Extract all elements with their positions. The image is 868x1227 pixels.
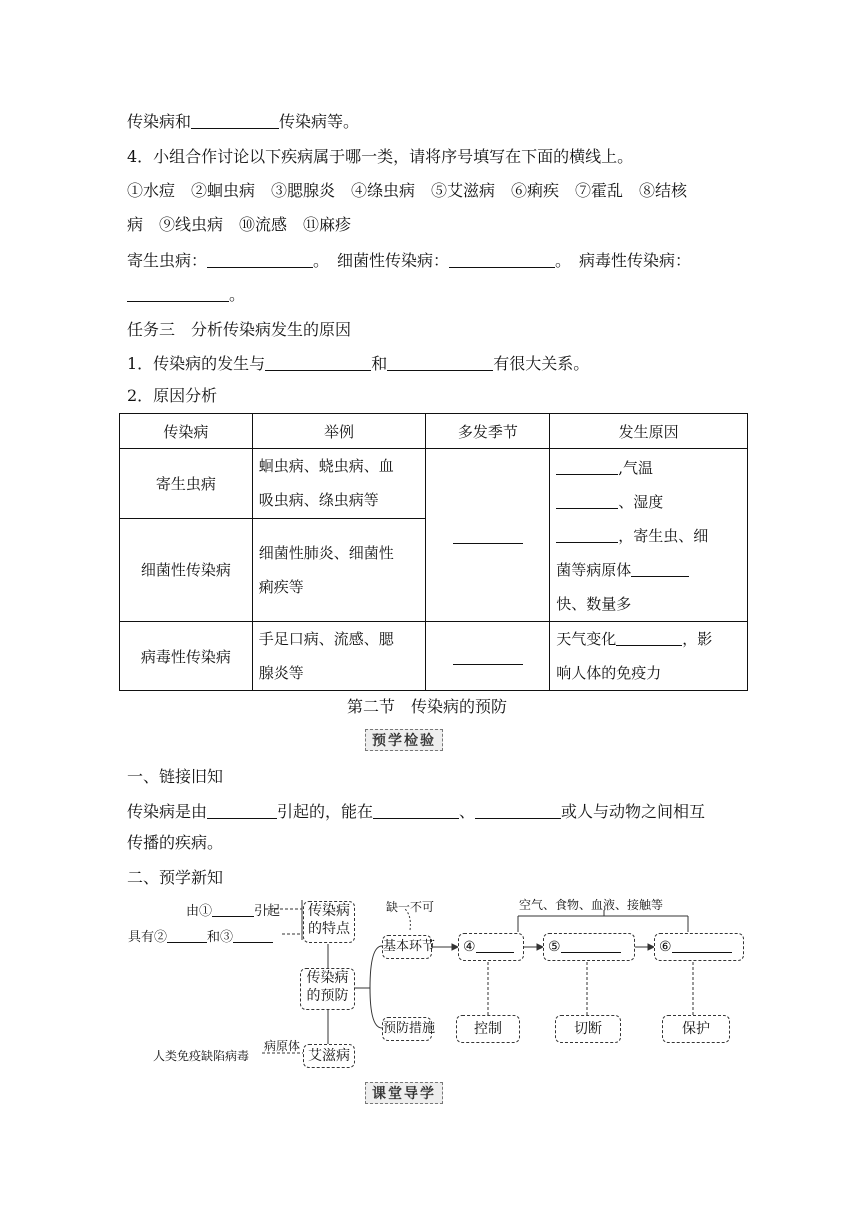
susceptible-box: ⑥ — [654, 933, 744, 961]
answer-blank[interactable] — [233, 929, 273, 943]
basic-links-box: 基本环节 — [382, 935, 432, 959]
example-cell: 蛔虫病、蛲虫病、血 吸虫病、绦虫病等 — [252, 449, 426, 519]
text-line: 传染病和 传染病等。 — [127, 112, 360, 131]
example-cell: 手足口病、流感、腮 腺炎等 — [252, 622, 426, 691]
feature-label: 具有② 和③ — [128, 926, 273, 945]
link-title: 一、链接旧知 — [127, 767, 224, 786]
pathogen-label: 病原体 — [264, 1039, 301, 1053]
answer-blank[interactable] — [212, 903, 254, 917]
table-header: 举例 — [252, 414, 426, 449]
task3-title: 任务三 分析传染病发生的原因 — [127, 320, 352, 339]
preview-stamp: 预学检验 — [365, 729, 443, 751]
disease-list: ①水痘 ②蛔虫病 ③腮腺炎 ④绦虫病 ⑤艾滋病 ⑥痢疾 ⑦霍乱 ⑧结核 — [127, 181, 688, 200]
link-text: 传染病是由 引起的，能在 、 或人与动物之间相互 — [127, 802, 706, 821]
prevention-box: 传染病的预防 — [300, 968, 355, 1010]
category-line: 。 — [127, 283, 245, 307]
link-text: 传播的疾病。 — [127, 833, 224, 852]
source-box: ④ — [458, 933, 524, 961]
cut-box: 切断 — [555, 1015, 621, 1043]
task3-q2: 2．原因分析 — [127, 386, 218, 405]
disease-type: 细菌性传染病 — [120, 518, 253, 621]
preview-title: 二、预学新知 — [127, 868, 224, 887]
task3-q1: 1．传染病的发生与 和 有很大关系。 — [127, 354, 590, 373]
classroom-stamp: 课堂导学 — [365, 1082, 443, 1104]
table-header: 多发季节 — [426, 414, 550, 449]
answer-blank[interactable] — [476, 938, 514, 953]
indispensable-label: 缺一不可 — [386, 900, 435, 914]
disease-list: 病 ⑨线虫病 ⑩流感 ⑪麻疹 — [127, 215, 352, 234]
hiv-label: 人类免疫缺陷病毒 — [153, 1049, 250, 1063]
protect-box: 保护 — [662, 1015, 730, 1043]
answer-blank[interactable] — [561, 938, 621, 953]
category-line: 寄生虫病： 。 细菌性传染病： 。 病毒性传染病： — [127, 251, 692, 270]
aids-box: 艾滋病 — [303, 1044, 355, 1068]
measures-box: 预防措施 — [382, 1017, 432, 1041]
disease-type: 寄生虫病 — [120, 449, 253, 519]
answer-blank[interactable] — [167, 929, 207, 943]
cause-label: 由① 引起 — [186, 904, 281, 919]
section-title: 第二节 传染病的预防 — [347, 697, 508, 716]
table-header: 传染病 — [120, 414, 253, 449]
routes-label: 空气、食物、血液、接触等 — [519, 898, 664, 912]
cause-cell: 天气变化 ，影 响人体的免疫力 — [550, 622, 748, 691]
route-box: ⑤ — [543, 933, 635, 961]
example-cell: 细菌性肺炎、细菌性 痢疾等 — [252, 518, 426, 621]
question-4: 4．小组合作讨论以下疾病属于哪一类，请将序号填写在下面的横线上。 — [127, 147, 634, 166]
cause-cell: ,气温 、湿度 ，寄生虫、细 菌等病原体 快、数量多 — [550, 449, 748, 622]
answer-blank[interactable] — [672, 938, 732, 953]
features-box: 传染病的特点 — [303, 901, 355, 943]
control-box: 控制 — [456, 1015, 520, 1043]
disease-type: 病毒性传染病 — [120, 622, 253, 691]
table-header: 发生原因 — [550, 414, 748, 449]
